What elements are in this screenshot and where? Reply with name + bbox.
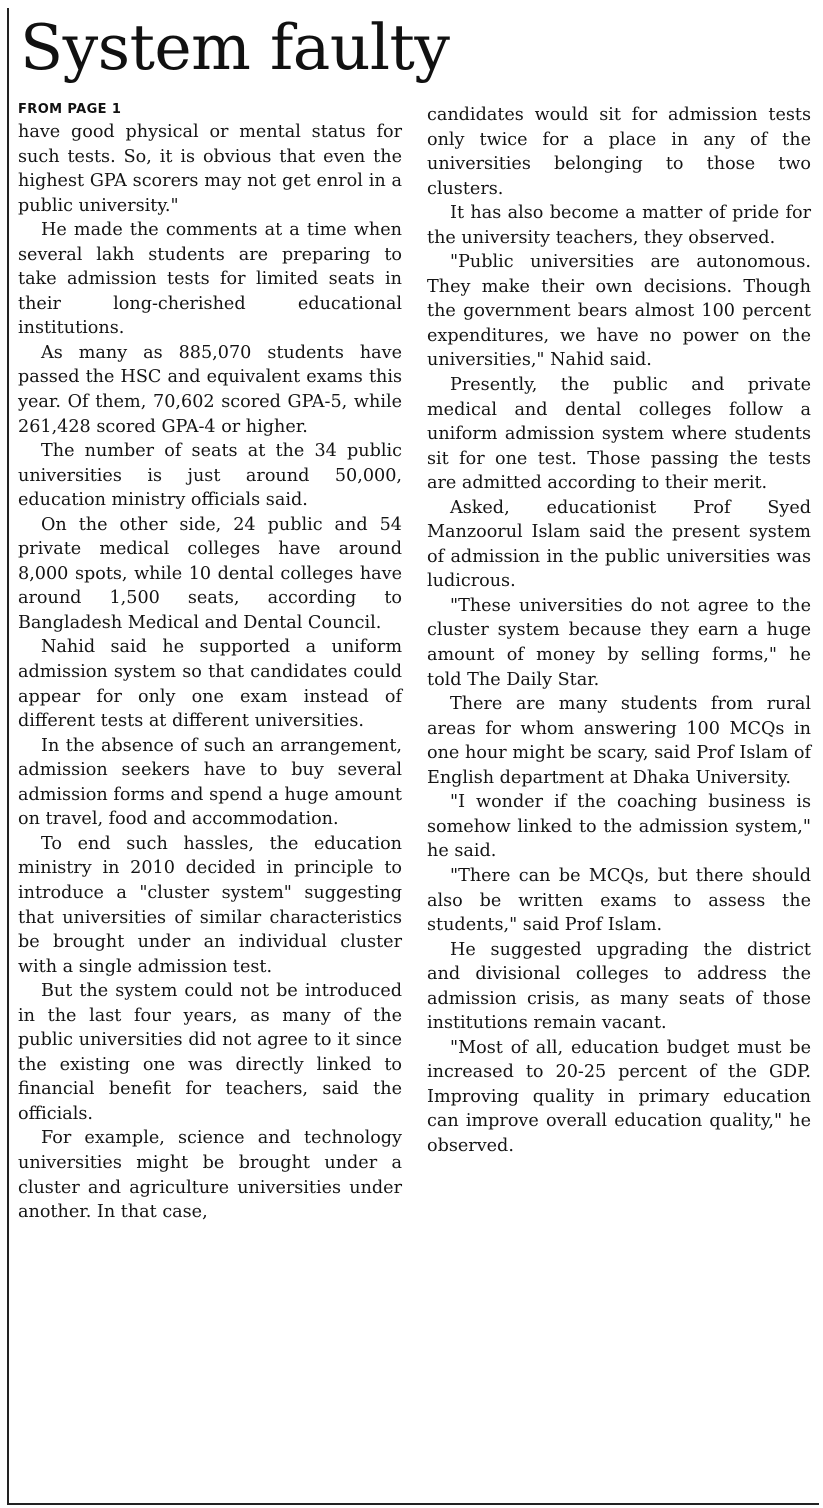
- paragraph: "I wonder if the coaching business is somehow linked to the admission system," he said.: [427, 792, 811, 862]
- paragraph: On the other side, 24 public and 54 private medical colleges have around 8,000 spots, while 10 dental colleges have around 1,500 seats, according to Bangladesh Medical and Dental Council.: [18, 514, 402, 633]
- paragraph: Asked, educationist Prof Syed Manzoorul Islam said the present system of admission in the public universities was ludicrous.: [427, 497, 811, 592]
- article-column-left: [18, 100, 402, 1225]
- paragraph: There are many students from rural areas for whom answering 100 MCQs in one hour might be scary, said Prof Islam of English department at Dhaka University.: [427, 694, 811, 788]
- paragraph: Presently, the public and private medical and dental colleges follow a uniform admission system where students sit for one test. Those passing the tests are admitted according to their merit.: [427, 375, 811, 494]
- left-column-rule: [7, 8, 9, 1503]
- paragraph: He made the comments at a time when several lakh students are preparing to take admission tests for limited seats in their long-cherished educational institutions.: [18, 220, 402, 339]
- paragraph: "Public universities are autonomous. They make their own decisions. Though the government bears almost 100 percent expenditures, we have no power on the universities," Nahid said.: [427, 252, 811, 371]
- paragraph: The number of seats at the 34 public universities is just around 50,000, education ministry officials said.: [18, 441, 402, 511]
- paragraph: It has also become a matter of pride for the university teachers, they observed.: [427, 203, 811, 248]
- paragraph: candidates would sit for admission tests only twice for a place in any of the universities belonging to those two clusters.: [427, 105, 811, 199]
- paragraph: Nahid said he supported a uniform admission system so that candidates could appear for only one exam instead of different tests at different universities.: [18, 637, 402, 732]
- paragraph: "Most of all, education budget must be increased to 20-25 percent of the GDP. Improving quality in primary education can improve overall education quality," he observed.: [427, 1037, 811, 1156]
- paragraph: "These universities do not agree to the cluster system because they earn a huge amount of money by selling forms," he told The Daily Star.: [427, 595, 811, 690]
- jump-kicker: FROM PAGE 1: [18, 102, 122, 117]
- paragraph: To end such hassles, the education ministry in 2010 decided in principle to introduce a "cluster system" suggesting that universities of similar characteristics be brought under an individual cluster with a single admission test.: [18, 833, 402, 977]
- paragraph: In the absence of such an arrangement, admission seekers have to buy several admission forms and spend a huge amount on travel, food and accommodation.: [18, 735, 402, 830]
- paragraph: He suggested upgrading the district and divisional colleges to address the admission crisis, as many seats of those institutions remain vacant.: [427, 939, 811, 1034]
- paragraph: "There can be MCQs, but there should also be written exams to assess the students," said Prof Islam.: [427, 865, 811, 936]
- article-column-right: [427, 103, 811, 1159]
- bottom-rule: [7, 1503, 819, 1505]
- paragraph: For example, science and technology universities might be brought under a cluster and agriculture universities under another. In that case,: [18, 1128, 402, 1223]
- paragraph: have good physical or mental status for such tests. So, it is obvious that even the highest GPA scorers may not get enrol in a public university.": [18, 122, 402, 216]
- headline: System faulty: [20, 11, 450, 84]
- paragraph: But the system could not be introduced in the last four years, as many of the public universities did not agree to it since the existing one was directly linked to financial benefit for teachers, said the officials.: [18, 981, 402, 1124]
- paragraph: As many as 885,070 students have passed the HSC and equivalent exams this year. Of them, 70,602 scored GPA-5, while 261,428 scored GPA-4 or higher.: [18, 342, 402, 437]
